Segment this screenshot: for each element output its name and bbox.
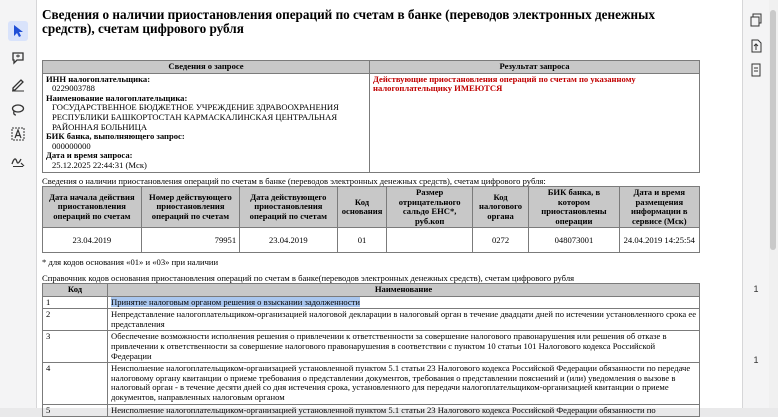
lasso-icon[interactable]: [8, 100, 28, 120]
table-row: [43, 309, 700, 331]
bik-label: БИК банка, выполняющего запрос:: [46, 131, 185, 142]
name-cell: Непредставление налогоплательщиком-организацией налоговой декларации в налоговый орган в течение двадцати дней по истечении установленного срока ее представления: [108, 309, 700, 331]
file-icon[interactable]: [748, 62, 764, 78]
suspension-date-cell: 23.04.2019: [240, 228, 337, 253]
vertical-scrollbar[interactable]: [768, 0, 778, 408]
code-cell: 3: [43, 331, 108, 363]
table-row: [43, 296, 700, 309]
suspension-operations-table: [42, 186, 700, 253]
col-tax-authority-code: Код налогового органа: [472, 187, 528, 228]
col-negative-balance: Размер отрицательного сальдо ЕНС*, руб.коп: [387, 187, 472, 228]
bik-value: 000000000: [52, 140, 91, 151]
document-title: Сведения о наличии приостановления операций по счетам в банке (переводов электронных денежных средств), счетам цифрового рубля: [42, 7, 655, 36]
page-number[interactable]: 1: [753, 284, 759, 294]
col-basis-code: Код основания: [337, 187, 387, 228]
selected-text[interactable]: Принятие налоговым органом решения о взыскании задолженности: [111, 296, 361, 307]
col-code: Код: [43, 284, 108, 297]
request-details: [43, 73, 370, 172]
table-row: [43, 331, 700, 363]
code-cell: 4: [43, 363, 108, 404]
posting-datetime-cell: 24.04.2019 14:25:54: [619, 228, 699, 253]
document-page: [42, 7, 700, 415]
bank-bik-cell: 048073001: [529, 228, 619, 253]
start-date-cell: 23.04.2019: [43, 228, 142, 253]
col-suspension-number: Номер действующего приостановления операций по счетам: [141, 187, 239, 228]
request-date-value: 25.12.2025 22:44:31 (Мск): [52, 159, 147, 170]
col-start-date: Дата начала действия приостановления операций по счетам: [43, 187, 142, 228]
request-date-label: Дата и время запроса:: [46, 150, 133, 161]
name-cell: Неисполнение налогоплательщиком-организацией установленной пунктом 5.1 статьи 23 Налогового кодекса Российской Федерации обязанности по передаче налоговому органу квитанции о приеме требования о представлении документов, требования о представлении пояснений и (или) уведомления о вызове в налоговый орган - в течение десяти дней со дня истечения срока, установленного для передачи налогоплательщиком-организацией квитанции о приеме документов, направленных налоговым органом: [108, 363, 700, 404]
tax-authority-code-cell: 0272: [472, 228, 528, 253]
col-bank-bik: БИК банка, в котором приостановлены операции: [529, 187, 619, 228]
code-cell: 1: [43, 296, 108, 309]
code-cell: 2: [43, 309, 108, 331]
name-cell[interactable]: [108, 296, 700, 309]
taxpayer-name-label: Наименование налогоплательщика:: [46, 92, 188, 103]
request-result-text: Действующие приостановления операций по счетам по указанному налогоплательщику ИМЕЮТСЯ: [373, 73, 636, 94]
col-name: Наименование: [108, 284, 700, 297]
negative-balance-cell: [387, 228, 472, 253]
page-number[interactable]: 1: [753, 355, 759, 365]
table-row: [43, 363, 700, 404]
document-viewport[interactable]: [37, 0, 742, 415]
col-posting-datetime: Дата и время размещения информации в сервисе (Мск): [619, 187, 699, 228]
request-header: Сведения о запросе: [43, 61, 370, 74]
right-panel: [742, 0, 769, 408]
code-cell: 5: [43, 404, 108, 417]
reference-header-row: [43, 284, 700, 297]
inn-value: 0229003788: [52, 83, 95, 94]
col-suspension-date: Дата действующего приостановления операций по счетам: [240, 187, 337, 228]
request-info-table: [42, 60, 700, 173]
inn-label: ИНН налогоплательщика:: [46, 73, 151, 84]
copy-icon[interactable]: [748, 12, 764, 28]
scrollbar-thumb[interactable]: [770, 10, 776, 250]
basis-codes-reference-table: [42, 283, 700, 417]
footnote: * для кодов основания «01» и «03» при наличии: [42, 257, 219, 267]
table-row: [43, 404, 700, 417]
reference-title: Справочник кодов основания приостановления операций по счетам в банке(переводов электронных денежных средств), счетам цифрового рубля: [42, 273, 575, 283]
table-row: [43, 228, 700, 253]
annotation-toolbar: [0, 0, 37, 408]
suspension-number-cell: 79951: [141, 228, 239, 253]
basis-code-cell: 01: [337, 228, 387, 253]
name-cell: Неисполнение налогоплательщиком-организацией установленной пунктом 5.1 статьи 23 Налогового кодекса Российской Федерации обязанности по: [108, 404, 700, 417]
result-header: Результат запроса: [370, 61, 700, 74]
export-icon[interactable]: [748, 38, 764, 54]
pen-icon[interactable]: [8, 74, 28, 94]
request-result: [370, 73, 700, 172]
operations-header-row: [43, 187, 700, 228]
taxpayer-name-value: ГОСУДАРСТВЕННОЕ БЮДЖЕТНОЕ УЧРЕЖДЕНИЕ ЗДРАВООХРАНЕНИЯ РЕСПУБЛИКИ БАШКОРТОСТАН КАРМАСКАЛИНСКАЯ ЦЕНТРАЛЬНАЯ РАЙОННАЯ БОЛЬНИЦА: [52, 102, 339, 132]
text-box-icon[interactable]: [8, 124, 28, 144]
operations-subtitle: Сведения о наличии приостановления операций по счетам в банке (переводов электронных денежных средств), счетам цифрового рубля:: [42, 176, 546, 186]
comment-icon[interactable]: [8, 48, 28, 68]
cursor-icon[interactable]: [8, 21, 28, 41]
signature-icon[interactable]: [8, 150, 28, 170]
name-cell: Обеспечение возможности исполнения решения о привлечении к ответственности за совершение налогового правонарушения или решения об отказе в привлечении к ответственности за совершение налогового правонарушения в соответствии с пунктом 10 статьи 101 Налогового кодекса Российской Федерации: [108, 331, 700, 363]
